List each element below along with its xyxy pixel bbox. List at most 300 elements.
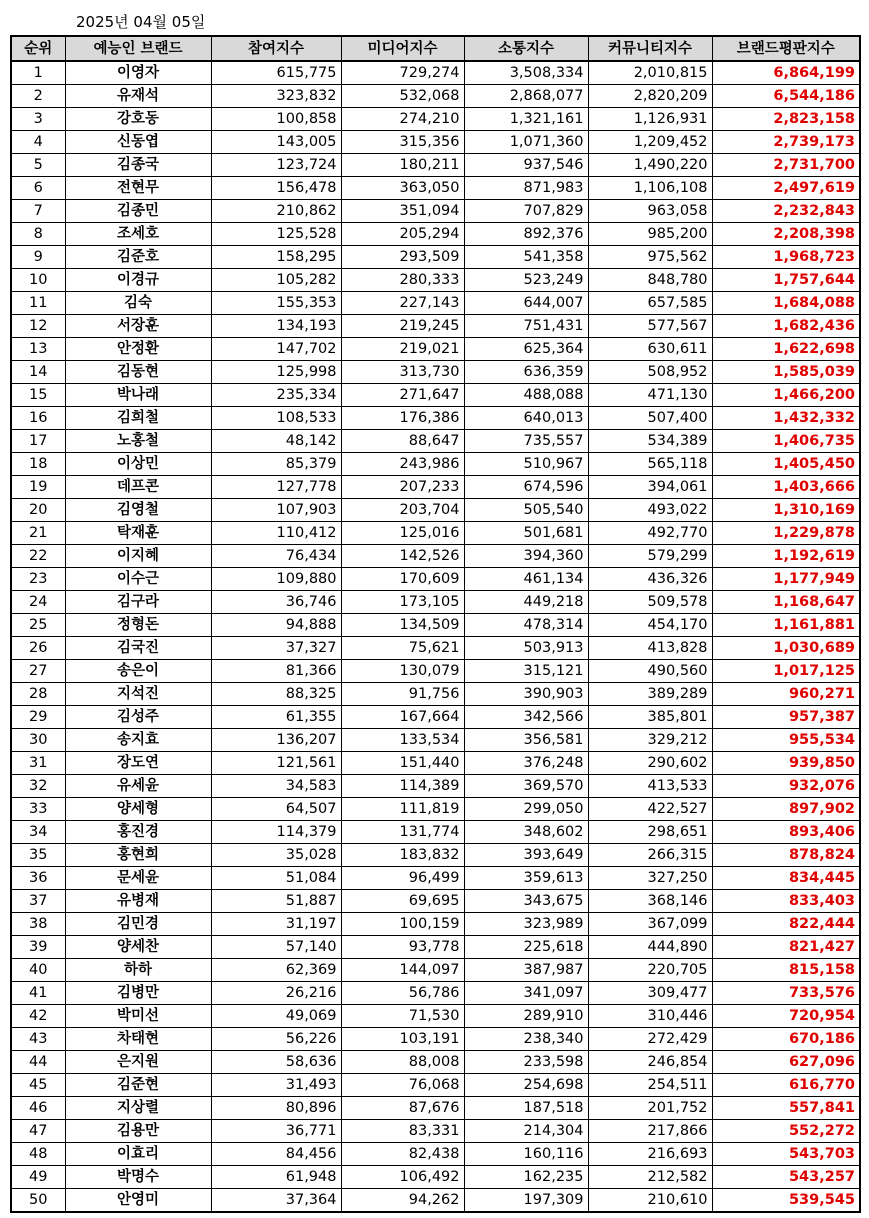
rank-cell: 20 — [11, 499, 65, 522]
media-cell: 94,262 — [341, 1189, 464, 1213]
reputation-score-cell: 1,192,619 — [712, 545, 860, 568]
table-row — [11, 568, 860, 591]
reputation-score-cell: 822,444 — [712, 913, 860, 936]
table-row — [11, 637, 860, 660]
table-row — [11, 1120, 860, 1143]
rank-cell: 49 — [11, 1166, 65, 1189]
participation-cell: 108,533 — [211, 407, 341, 430]
rank-cell: 32 — [11, 775, 65, 798]
table-row — [11, 315, 860, 338]
brand-name-cell: 김준현 — [65, 1074, 211, 1097]
brand-name-cell: 김국진 — [65, 637, 211, 660]
communication-cell: 376,248 — [464, 752, 588, 775]
reputation-score-cell: 1,017,125 — [712, 660, 860, 683]
participation-cell: 127,778 — [211, 476, 341, 499]
media-cell: 111,819 — [341, 798, 464, 821]
communication-cell: 393,649 — [464, 844, 588, 867]
table-row — [11, 1028, 860, 1051]
rank-cell: 25 — [11, 614, 65, 637]
brand-name-cell: 탁재훈 — [65, 522, 211, 545]
reputation-score-cell: 1,310,169 — [712, 499, 860, 522]
community-cell: 565,118 — [588, 453, 712, 476]
communication-cell: 751,431 — [464, 315, 588, 338]
communication-cell: 1,071,360 — [464, 131, 588, 154]
reputation-score-cell: 1,684,088 — [712, 292, 860, 315]
header-media: 미디어지수 — [341, 36, 464, 61]
brand-name-cell: 홍현희 — [65, 844, 211, 867]
rank-cell: 4 — [11, 131, 65, 154]
communication-cell: 510,967 — [464, 453, 588, 476]
rank-cell: 13 — [11, 338, 65, 361]
rank-cell: 16 — [11, 407, 65, 430]
reputation-score-cell: 960,271 — [712, 683, 860, 706]
brand-name-cell: 김희철 — [65, 407, 211, 430]
table-row — [11, 223, 860, 246]
media-cell: 280,333 — [341, 269, 464, 292]
community-cell: 1,106,108 — [588, 177, 712, 200]
communication-cell: 299,050 — [464, 798, 588, 821]
media-cell: 729,274 — [341, 61, 464, 85]
participation-cell: 109,880 — [211, 568, 341, 591]
community-cell: 534,389 — [588, 430, 712, 453]
community-cell: 201,752 — [588, 1097, 712, 1120]
participation-cell: 84,456 — [211, 1143, 341, 1166]
reputation-score-cell: 1,757,644 — [712, 269, 860, 292]
rank-cell: 9 — [11, 246, 65, 269]
participation-cell: 158,295 — [211, 246, 341, 269]
participation-cell: 235,334 — [211, 384, 341, 407]
rank-cell: 18 — [11, 453, 65, 476]
participation-cell: 100,858 — [211, 108, 341, 131]
communication-cell: 892,376 — [464, 223, 588, 246]
communication-cell: 390,903 — [464, 683, 588, 706]
communication-cell: 501,681 — [464, 522, 588, 545]
media-cell: 134,509 — [341, 614, 464, 637]
brand-name-cell: 양세형 — [65, 798, 211, 821]
participation-cell: 31,493 — [211, 1074, 341, 1097]
community-cell: 1,126,931 — [588, 108, 712, 131]
community-cell: 368,146 — [588, 890, 712, 913]
brand-name-cell: 김숙 — [65, 292, 211, 315]
communication-cell: 523,249 — [464, 269, 588, 292]
table-row — [11, 821, 860, 844]
table-row — [11, 1074, 860, 1097]
participation-cell: 147,702 — [211, 338, 341, 361]
brand-name-cell: 박나래 — [65, 384, 211, 407]
community-cell: 272,429 — [588, 1028, 712, 1051]
participation-cell: 323,832 — [211, 85, 341, 108]
brand-name-cell: 유세윤 — [65, 775, 211, 798]
media-cell: 363,050 — [341, 177, 464, 200]
table-row — [11, 292, 860, 315]
community-cell: 490,560 — [588, 660, 712, 683]
media-cell: 243,986 — [341, 453, 464, 476]
rank-cell: 50 — [11, 1189, 65, 1213]
media-cell: 271,647 — [341, 384, 464, 407]
brand-name-cell: 김용만 — [65, 1120, 211, 1143]
participation-cell: 56,226 — [211, 1028, 341, 1051]
media-cell: 183,832 — [341, 844, 464, 867]
media-cell: 142,526 — [341, 545, 464, 568]
brand-name-cell: 지상렬 — [65, 1097, 211, 1120]
reputation-score-cell: 1,168,647 — [712, 591, 860, 614]
participation-cell: 62,369 — [211, 959, 341, 982]
rank-cell: 7 — [11, 200, 65, 223]
rank-cell: 24 — [11, 591, 65, 614]
reputation-score-cell: 834,445 — [712, 867, 860, 890]
brand-name-cell: 문세윤 — [65, 867, 211, 890]
participation-cell: 134,193 — [211, 315, 341, 338]
community-cell: 216,693 — [588, 1143, 712, 1166]
media-cell: 170,609 — [341, 568, 464, 591]
participation-cell: 210,862 — [211, 200, 341, 223]
reputation-score-cell: 1,968,723 — [712, 246, 860, 269]
communication-cell: 289,910 — [464, 1005, 588, 1028]
participation-cell: 36,771 — [211, 1120, 341, 1143]
media-cell: 313,730 — [341, 361, 464, 384]
media-cell: 227,143 — [341, 292, 464, 315]
media-cell: 144,097 — [341, 959, 464, 982]
media-cell: 91,756 — [341, 683, 464, 706]
reputation-score-cell: 733,576 — [712, 982, 860, 1005]
participation-cell: 615,775 — [211, 61, 341, 85]
communication-cell: 187,518 — [464, 1097, 588, 1120]
brand-name-cell: 안정환 — [65, 338, 211, 361]
communication-cell: 449,218 — [464, 591, 588, 614]
community-cell: 254,511 — [588, 1074, 712, 1097]
community-cell: 579,299 — [588, 545, 712, 568]
reputation-score-cell: 932,076 — [712, 775, 860, 798]
media-cell: 88,647 — [341, 430, 464, 453]
table-row — [11, 683, 860, 706]
rank-cell: 6 — [11, 177, 65, 200]
rank-cell: 38 — [11, 913, 65, 936]
brand-name-cell: 김민경 — [65, 913, 211, 936]
community-cell: 848,780 — [588, 269, 712, 292]
rank-cell: 30 — [11, 729, 65, 752]
community-cell: 290,602 — [588, 752, 712, 775]
participation-cell: 61,948 — [211, 1166, 341, 1189]
brand-name-cell: 은지원 — [65, 1051, 211, 1074]
reputation-score-cell: 552,272 — [712, 1120, 860, 1143]
participation-cell: 49,069 — [211, 1005, 341, 1028]
reputation-score-cell: 539,545 — [712, 1189, 860, 1213]
rank-cell: 12 — [11, 315, 65, 338]
rank-cell: 39 — [11, 936, 65, 959]
communication-cell: 640,013 — [464, 407, 588, 430]
communication-cell: 478,314 — [464, 614, 588, 637]
participation-cell: 37,327 — [211, 637, 341, 660]
participation-cell: 64,507 — [211, 798, 341, 821]
reputation-score-cell: 543,257 — [712, 1166, 860, 1189]
media-cell: 93,778 — [341, 936, 464, 959]
communication-cell: 871,983 — [464, 177, 588, 200]
media-cell: 180,211 — [341, 154, 464, 177]
community-cell: 413,533 — [588, 775, 712, 798]
brand-name-cell: 김동현 — [65, 361, 211, 384]
table-row — [11, 890, 860, 913]
media-cell: 106,492 — [341, 1166, 464, 1189]
participation-cell: 121,561 — [211, 752, 341, 775]
table-row — [11, 85, 860, 108]
participation-cell: 125,998 — [211, 361, 341, 384]
brand-name-cell: 김구라 — [65, 591, 211, 614]
rank-cell: 14 — [11, 361, 65, 384]
rank-cell: 23 — [11, 568, 65, 591]
community-cell: 509,578 — [588, 591, 712, 614]
media-cell: 173,105 — [341, 591, 464, 614]
reputation-score-cell: 627,096 — [712, 1051, 860, 1074]
participation-cell: 155,353 — [211, 292, 341, 315]
media-cell: 532,068 — [341, 85, 464, 108]
participation-cell: 61,355 — [211, 706, 341, 729]
participation-cell: 36,746 — [211, 591, 341, 614]
brand-name-cell: 서장훈 — [65, 315, 211, 338]
community-cell: 492,770 — [588, 522, 712, 545]
community-cell: 577,567 — [588, 315, 712, 338]
media-cell: 131,774 — [341, 821, 464, 844]
rank-cell: 35 — [11, 844, 65, 867]
community-cell: 210,610 — [588, 1189, 712, 1213]
rank-cell: 42 — [11, 1005, 65, 1028]
brand-name-cell: 홍진경 — [65, 821, 211, 844]
participation-cell: 80,896 — [211, 1097, 341, 1120]
rank-cell: 48 — [11, 1143, 65, 1166]
reputation-score-cell: 2,497,619 — [712, 177, 860, 200]
participation-cell: 57,140 — [211, 936, 341, 959]
reputation-score-cell: 878,824 — [712, 844, 860, 867]
community-cell: 471,130 — [588, 384, 712, 407]
table-row — [11, 453, 860, 476]
reputation-score-cell: 6,544,186 — [712, 85, 860, 108]
media-cell: 167,664 — [341, 706, 464, 729]
communication-cell: 162,235 — [464, 1166, 588, 1189]
reputation-score-cell: 1,406,735 — [712, 430, 860, 453]
table-row — [11, 545, 860, 568]
reputation-score-cell: 821,427 — [712, 936, 860, 959]
header-brand-reputation: 브랜드평판지수 — [712, 36, 860, 61]
reputation-score-cell: 2,208,398 — [712, 223, 860, 246]
brand-name-cell: 유병재 — [65, 890, 211, 913]
community-cell: 508,952 — [588, 361, 712, 384]
header-brand: 예능인 브랜드 — [65, 36, 211, 61]
communication-cell: 1,321,161 — [464, 108, 588, 131]
header-rank: 순위 — [11, 36, 65, 61]
rank-cell: 31 — [11, 752, 65, 775]
communication-cell: 488,088 — [464, 384, 588, 407]
media-cell: 219,245 — [341, 315, 464, 338]
communication-cell: 2,868,077 — [464, 85, 588, 108]
media-cell: 100,159 — [341, 913, 464, 936]
media-cell: 274,210 — [341, 108, 464, 131]
table-row — [11, 729, 860, 752]
media-cell: 207,233 — [341, 476, 464, 499]
community-cell: 385,801 — [588, 706, 712, 729]
table-row — [11, 522, 860, 545]
media-cell: 69,695 — [341, 890, 464, 913]
community-cell: 217,866 — [588, 1120, 712, 1143]
participation-cell: 94,888 — [211, 614, 341, 637]
participation-cell: 123,724 — [211, 154, 341, 177]
rank-cell: 46 — [11, 1097, 65, 1120]
table-row — [11, 361, 860, 384]
media-cell: 176,386 — [341, 407, 464, 430]
table-row — [11, 476, 860, 499]
participation-cell: 35,028 — [211, 844, 341, 867]
table-row — [11, 131, 860, 154]
communication-cell: 636,359 — [464, 361, 588, 384]
table-row — [11, 1143, 860, 1166]
participation-cell: 34,583 — [211, 775, 341, 798]
table-row — [11, 591, 860, 614]
table-row — [11, 614, 860, 637]
reputation-score-cell: 957,387 — [712, 706, 860, 729]
table-row — [11, 1051, 860, 1074]
brand-name-cell: 안영미 — [65, 1189, 211, 1213]
media-cell: 96,499 — [341, 867, 464, 890]
table-row — [11, 844, 860, 867]
brand-name-cell: 박명수 — [65, 1166, 211, 1189]
reputation-score-cell: 1,405,450 — [712, 453, 860, 476]
brand-name-cell: 조세호 — [65, 223, 211, 246]
brand-name-cell: 김영철 — [65, 499, 211, 522]
reputation-score-cell: 1,682,436 — [712, 315, 860, 338]
rank-cell: 15 — [11, 384, 65, 407]
participation-cell: 156,478 — [211, 177, 341, 200]
communication-cell: 3,508,334 — [464, 61, 588, 85]
table-row — [11, 384, 860, 407]
brand-name-cell: 전현무 — [65, 177, 211, 200]
community-cell: 1,490,220 — [588, 154, 712, 177]
brand-name-cell: 김종국 — [65, 154, 211, 177]
table-row — [11, 798, 860, 821]
media-cell: 293,509 — [341, 246, 464, 269]
media-cell: 130,079 — [341, 660, 464, 683]
reputation-score-cell: 1,622,698 — [712, 338, 860, 361]
brand-name-cell: 이경규 — [65, 269, 211, 292]
brand-name-cell: 이영자 — [65, 61, 211, 85]
table-row — [11, 407, 860, 430]
rank-cell: 41 — [11, 982, 65, 1005]
brand-name-cell: 데프콘 — [65, 476, 211, 499]
participation-cell: 76,434 — [211, 545, 341, 568]
header-participation: 참여지수 — [211, 36, 341, 61]
reputation-score-cell: 1,403,666 — [712, 476, 860, 499]
rank-cell: 11 — [11, 292, 65, 315]
reputation-score-cell: 6,864,199 — [712, 61, 860, 85]
community-cell: 2,010,815 — [588, 61, 712, 85]
media-cell: 75,621 — [341, 637, 464, 660]
rank-cell: 34 — [11, 821, 65, 844]
reputation-score-cell: 1,030,689 — [712, 637, 860, 660]
community-cell: 394,061 — [588, 476, 712, 499]
header-community: 커뮤니티지수 — [588, 36, 712, 61]
communication-cell: 937,546 — [464, 154, 588, 177]
communication-cell: 233,598 — [464, 1051, 588, 1074]
table-row — [11, 1189, 860, 1213]
brand-name-cell: 송은이 — [65, 660, 211, 683]
brand-name-cell: 송지효 — [65, 729, 211, 752]
media-cell: 114,389 — [341, 775, 464, 798]
brand-name-cell: 강호동 — [65, 108, 211, 131]
community-cell: 327,250 — [588, 867, 712, 890]
communication-cell: 323,989 — [464, 913, 588, 936]
community-cell: 985,200 — [588, 223, 712, 246]
communication-cell: 505,540 — [464, 499, 588, 522]
reputation-score-cell: 2,731,700 — [712, 154, 860, 177]
table-row — [11, 982, 860, 1005]
rank-cell: 22 — [11, 545, 65, 568]
brand-reputation-table — [10, 35, 861, 1213]
rank-cell: 37 — [11, 890, 65, 913]
community-cell: 657,585 — [588, 292, 712, 315]
brand-name-cell: 이수근 — [65, 568, 211, 591]
media-cell: 88,008 — [341, 1051, 464, 1074]
reputation-score-cell: 833,403 — [712, 890, 860, 913]
brand-name-cell: 김준호 — [65, 246, 211, 269]
community-cell: 220,705 — [588, 959, 712, 982]
rank-cell: 29 — [11, 706, 65, 729]
reputation-score-cell: 893,406 — [712, 821, 860, 844]
reputation-score-cell: 616,770 — [712, 1074, 860, 1097]
media-cell: 133,534 — [341, 729, 464, 752]
reputation-score-cell: 557,841 — [712, 1097, 860, 1120]
reputation-score-cell: 2,739,173 — [712, 131, 860, 154]
header-communication: 소통지수 — [464, 36, 588, 61]
brand-name-cell: 유재석 — [65, 85, 211, 108]
participation-cell: 51,084 — [211, 867, 341, 890]
brand-name-cell: 하하 — [65, 959, 211, 982]
table-row — [11, 936, 860, 959]
media-cell: 315,356 — [341, 131, 464, 154]
reputation-score-cell: 955,534 — [712, 729, 860, 752]
brand-name-cell: 이지혜 — [65, 545, 211, 568]
table-row — [11, 200, 860, 223]
community-cell: 507,400 — [588, 407, 712, 430]
rank-cell: 40 — [11, 959, 65, 982]
rank-cell: 26 — [11, 637, 65, 660]
reputation-score-cell: 1,177,949 — [712, 568, 860, 591]
participation-cell: 51,887 — [211, 890, 341, 913]
communication-cell: 160,116 — [464, 1143, 588, 1166]
reputation-score-cell: 720,954 — [712, 1005, 860, 1028]
brand-name-cell: 차태현 — [65, 1028, 211, 1051]
brand-name-cell: 박미선 — [65, 1005, 211, 1028]
media-cell: 83,331 — [341, 1120, 464, 1143]
participation-cell: 107,903 — [211, 499, 341, 522]
communication-cell: 359,613 — [464, 867, 588, 890]
community-cell: 444,890 — [588, 936, 712, 959]
communication-cell: 238,340 — [464, 1028, 588, 1051]
rank-cell: 1 — [11, 61, 65, 85]
communication-cell: 315,121 — [464, 660, 588, 683]
participation-cell: 136,207 — [211, 729, 341, 752]
participation-cell: 110,412 — [211, 522, 341, 545]
participation-cell: 114,379 — [211, 821, 341, 844]
rank-cell: 44 — [11, 1051, 65, 1074]
rank-cell: 43 — [11, 1028, 65, 1051]
reputation-score-cell: 1,161,881 — [712, 614, 860, 637]
brand-name-cell: 정형돈 — [65, 614, 211, 637]
table-row — [11, 775, 860, 798]
table-row — [11, 338, 860, 361]
community-cell: 422,527 — [588, 798, 712, 821]
participation-cell: 85,379 — [211, 453, 341, 476]
participation-cell: 37,364 — [211, 1189, 341, 1213]
communication-cell: 254,698 — [464, 1074, 588, 1097]
table-row — [11, 1005, 860, 1028]
reputation-score-cell: 939,850 — [712, 752, 860, 775]
